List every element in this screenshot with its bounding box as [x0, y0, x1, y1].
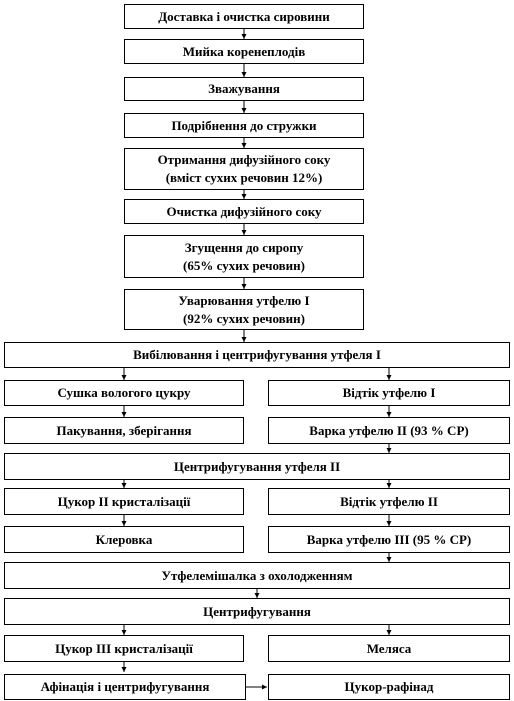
step-label: Відтік утфелю І: [342, 385, 436, 400]
step-sugar-2-crystallization: [4, 488, 244, 515]
step-label: Доставка і очистка сировини: [158, 8, 330, 24]
step-chipping: [124, 113, 364, 138]
step-label: Уварювання утфелю І: [178, 292, 310, 308]
step-massecuite-2-boiling: [268, 417, 510, 444]
step-label: Центрифугування: [203, 603, 311, 619]
step-label: Сушка вологого цукру: [57, 385, 191, 400]
step-label: Варка утфелю ІІ (93 % СР): [309, 422, 469, 438]
step-label: Цукор ІІ кристалізації: [57, 493, 191, 509]
step-juice-purification: [124, 199, 364, 224]
step-root-washing: [124, 39, 364, 64]
step-sublabel: (65% сухих речовин): [183, 257, 305, 273]
step-label: Мийка коренеплодів: [182, 43, 306, 59]
step-packing-storage: [4, 417, 244, 444]
step-label: Центрифугування утфеля ІІ: [173, 458, 341, 474]
step-label: Пакування, зберігання: [56, 422, 192, 438]
step-label: Клеровка: [95, 531, 153, 547]
step-label: Афінація і центрифугування: [40, 679, 210, 694]
step-sugar-3-crystallization: [4, 635, 244, 662]
step-whitening-centrifuge-1: [4, 342, 510, 368]
step-sublabel: (92% сухих речовин): [183, 310, 305, 326]
step-centrifuge-final: [4, 598, 510, 625]
step-wet-sugar-drying: [4, 380, 244, 406]
step-sublabel: (вміст сухих речовин 12%): [165, 170, 323, 185]
step-label: Цукор ІІІ кристалізації: [55, 640, 193, 656]
step-molasses: [268, 635, 510, 662]
step-label: Утфелемішалка з охолодженням: [161, 567, 353, 583]
step-affination-centrifuge: [4, 674, 246, 700]
step-label: Відтік утфелю ІІ: [340, 493, 438, 509]
step-remelting: [4, 526, 244, 553]
step-refined-sugar: [268, 674, 510, 700]
step-label: Зважування: [208, 81, 280, 96]
step-label: Цукор-рафінад: [344, 679, 434, 694]
step-label: Вибілювання і центрифугування утфеля І: [133, 347, 381, 362]
step-cooling-mixer: [4, 562, 510, 589]
step-delivery-cleaning: [124, 4, 364, 29]
step-weighing: [124, 77, 364, 101]
step-syrup-thickening: [124, 235, 364, 278]
step-label: Отримання дифузійного соку: [157, 152, 331, 167]
step-massecuite-1-boiling: [124, 289, 364, 330]
step-label: Варка утфелю ІІІ (95 % СР): [306, 531, 472, 547]
step-label: Згущення до сиропу: [184, 239, 304, 255]
step-label: Подрібнення до стружки: [171, 117, 317, 133]
step-label: Меляса: [366, 640, 412, 656]
step-centrifuge-2: [4, 453, 510, 480]
step-massecuite-1-runoff: [268, 380, 510, 406]
step-label: Очистка дифузійного соку: [166, 203, 322, 219]
step-diffusion-juice: [124, 148, 364, 190]
step-massecuite-3-boiling: [268, 526, 510, 553]
step-massecuite-2-runoff: [268, 488, 510, 515]
